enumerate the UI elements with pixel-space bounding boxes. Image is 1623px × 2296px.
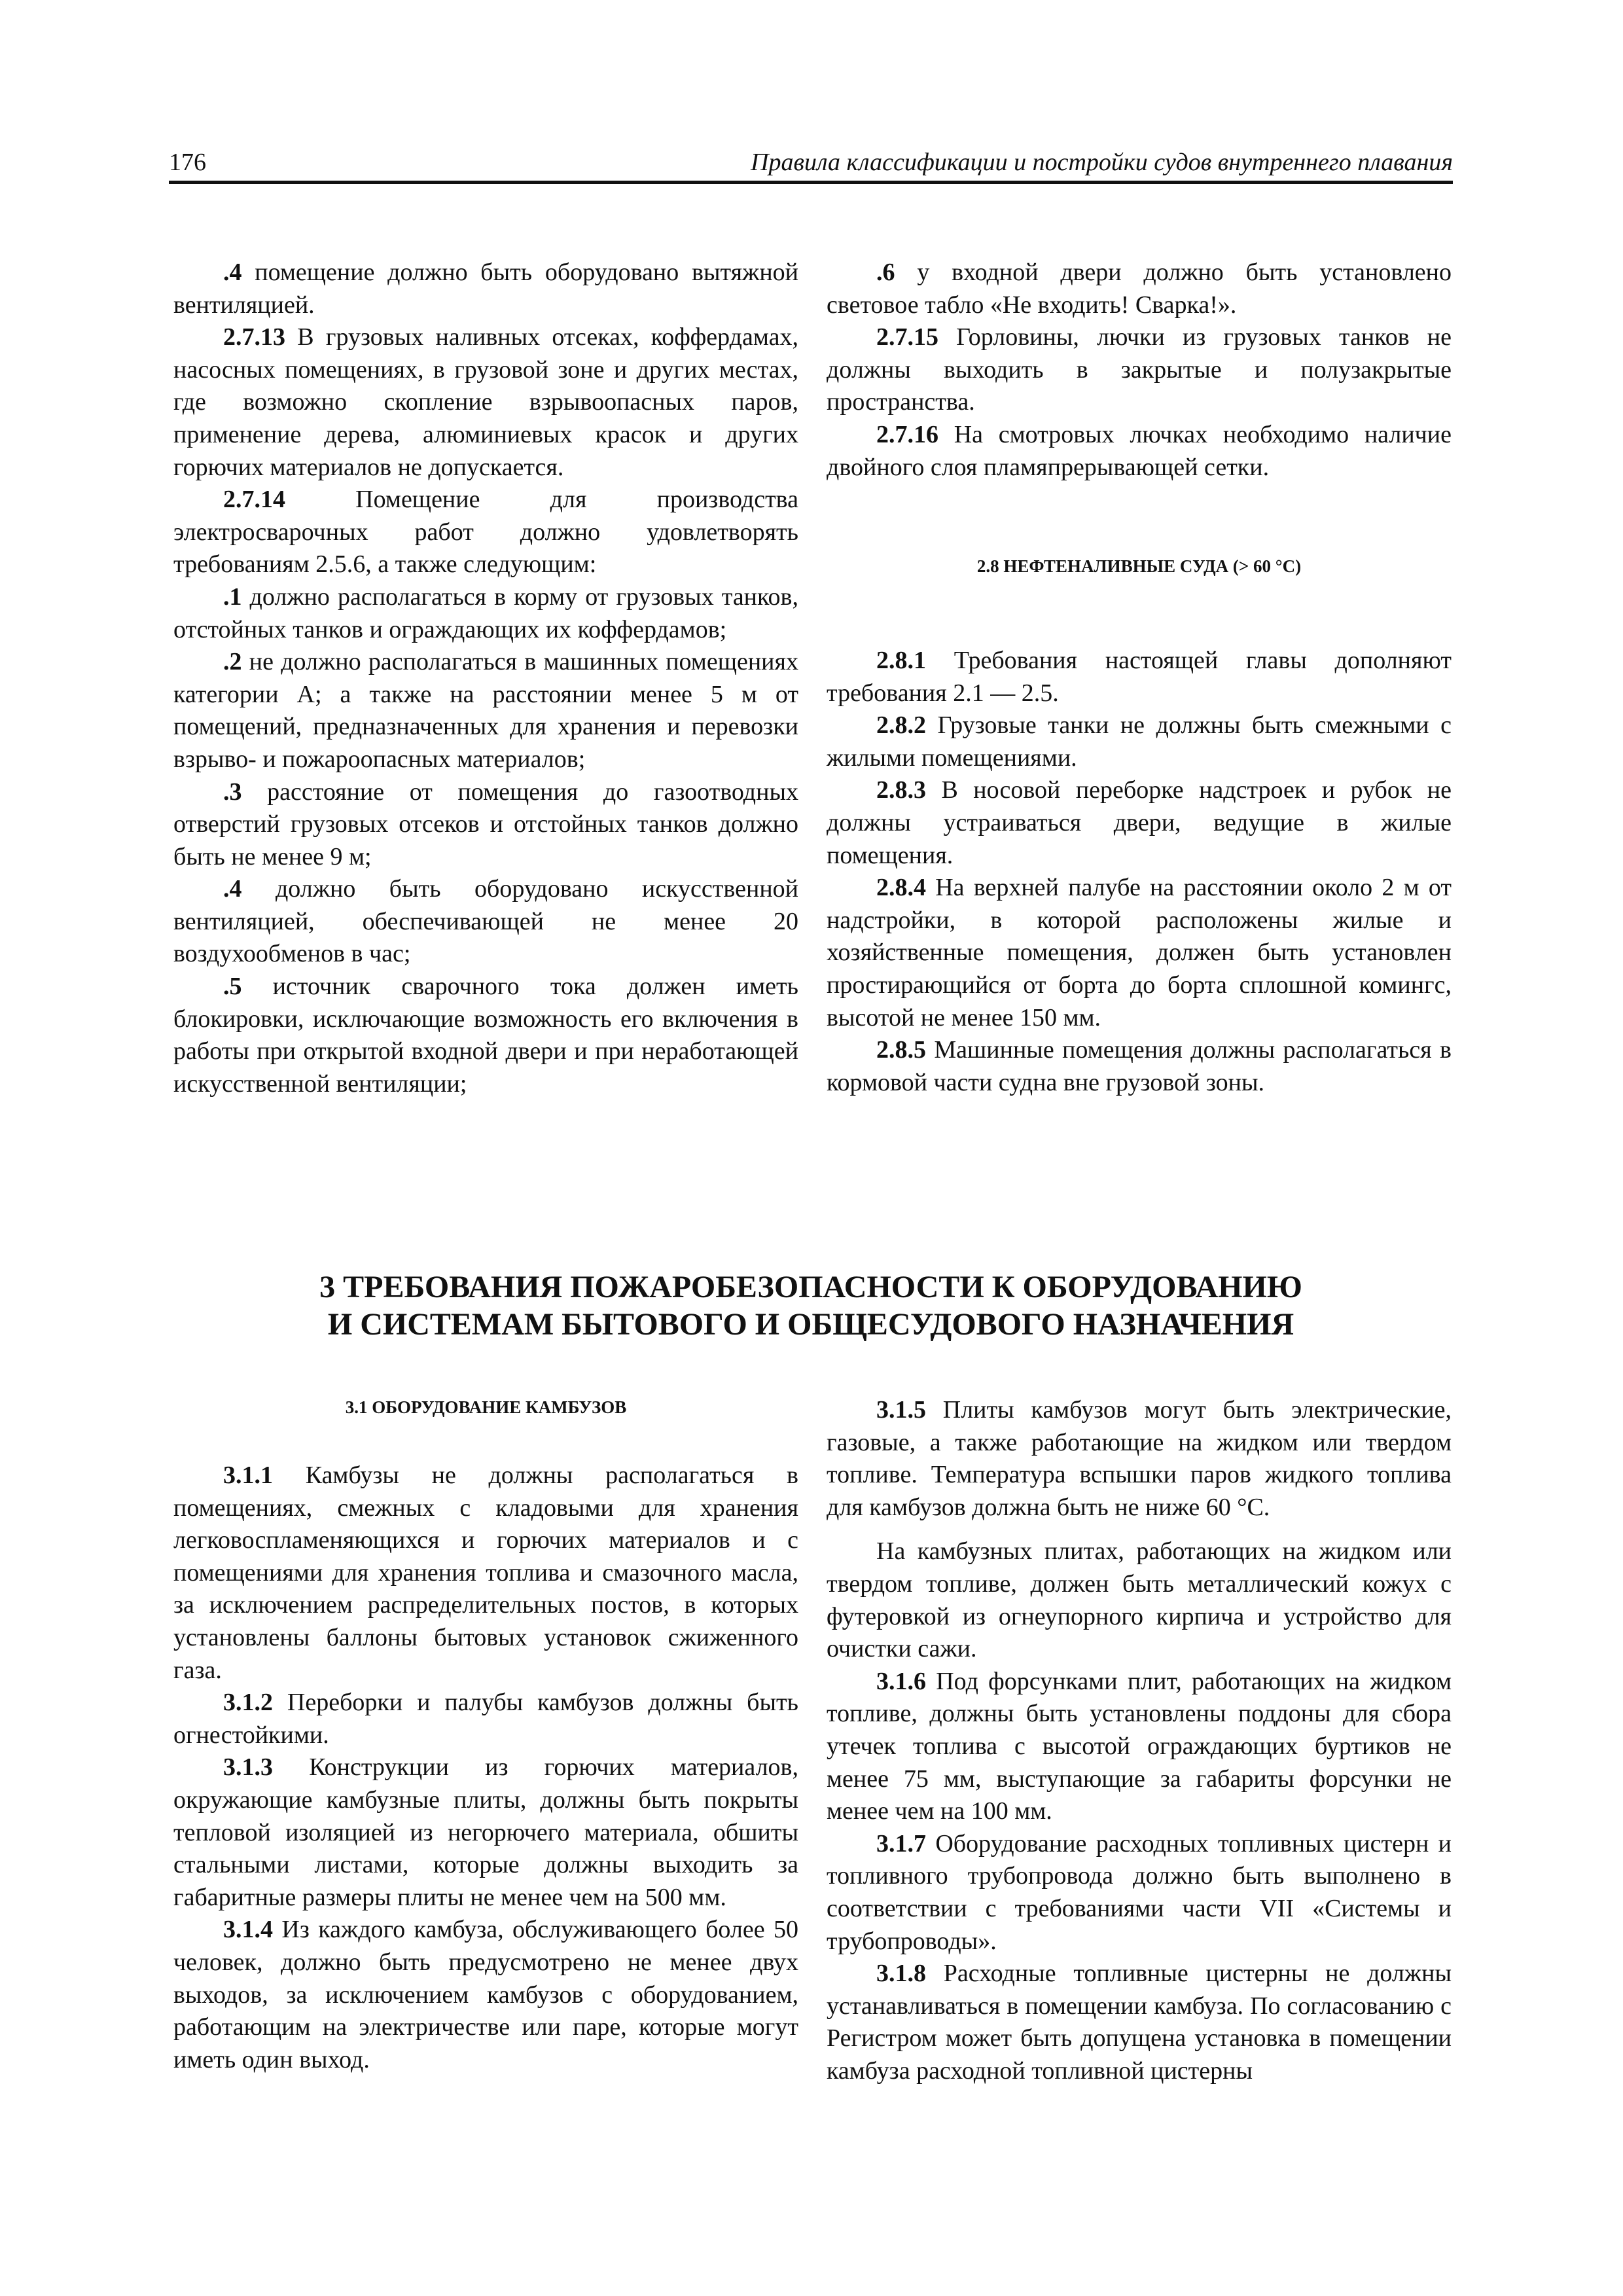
clause-text: Оборудование расходных топливных цистерн и топливного трубопровода должно быть выполнено в соответствии с требованиями части VII «Системы и трубопроводы». bbox=[827, 1829, 1452, 1955]
clause-text: В носовой переборке надстроек и рубок не должны устраиваться двери, ведущие в жилые помещения. bbox=[827, 776, 1452, 869]
clause-text: Из каждого камбуза, обслуживающего более 50 человек, должно быть предусмотрено не менее двух выходов, за исключением камбузов с оборудованием, работающим на электричестве или паре, которые могут иметь один выход. bbox=[173, 1916, 798, 2073]
clause-number: .3 bbox=[223, 778, 242, 806]
clause-number: .4 bbox=[223, 259, 242, 286]
paragraph bbox=[827, 709, 1452, 774]
paragraph bbox=[827, 419, 1452, 484]
clause-number: 2.8.3 bbox=[876, 776, 926, 804]
clause-text: Горловины, лючки из грузовых танков не должны выходить в закрытые и полузакрытые пространства. bbox=[827, 323, 1452, 416]
upper-left-column bbox=[173, 257, 798, 1100]
paragraph bbox=[173, 1687, 798, 1751]
clause-number: 3.1.4 bbox=[223, 1916, 273, 1944]
clause-number: 2.8.5 bbox=[876, 1036, 926, 1064]
paragraph bbox=[827, 1535, 1452, 1665]
paragraph bbox=[173, 873, 798, 971]
paragraph bbox=[827, 872, 1452, 1034]
paragraph bbox=[827, 1958, 1452, 2087]
clause-text: Требования настоящей главы дополняют требования 2.1 — 2.5. bbox=[827, 647, 1452, 707]
clause-text: Грузовые танки не должны быть смежными с жилыми помещениями. bbox=[827, 711, 1452, 772]
clause-number: 2.7.15 bbox=[876, 323, 938, 351]
paragraph bbox=[827, 1034, 1452, 1099]
paragraph bbox=[173, 971, 798, 1100]
upper-right-column bbox=[827, 257, 1452, 484]
clause-text: На смотровых лючках необходимо наличие двойного слоя пламяпрерывающей сетки. bbox=[827, 420, 1452, 481]
chapter-title-line-1: 3 ТРЕБОВАНИЯ ПОЖАРОБЕЗОПАСНОСТИ К ОБОРУДОВАНИЮ bbox=[319, 1270, 1302, 1304]
clause-text: Камбузы не должны располагаться в помещениях, смежных с кладовыми для хранения легковоспламеняющихся и горючих материалов и с помещениями для хранения топлива и смазочного масла, за исключением распределительных постов, в которых установлены баллоны бытовых установок сжиженного газа. bbox=[173, 1462, 798, 1684]
clause-text: Плиты камбузов могут быть электрические, газовые, а также работающие на жидком или твердом топливе. Температура вспышки паров жидкого топлива для камбузов должна быть не ниже 60 °С. bbox=[827, 1396, 1452, 1521]
clause-number: .5 bbox=[223, 973, 242, 1001]
clause-number: .4 bbox=[223, 875, 242, 903]
clause-text: у входной двери должно быть установлено световое табло «Не входить! Сварка!». bbox=[827, 259, 1452, 319]
paragraph bbox=[173, 257, 798, 321]
paragraph bbox=[827, 774, 1452, 872]
running-title: Правила классификации и постройки судов внутреннего плавания bbox=[751, 149, 1453, 176]
subsection-2-8-body bbox=[827, 645, 1452, 1099]
paragraph bbox=[173, 484, 798, 581]
paragraph bbox=[827, 321, 1452, 419]
clause-number: 3.1.3 bbox=[223, 1753, 273, 1782]
clause-text: Конструкции из горючих материалов, окружающие камбузные плиты, должны быть покрыты тепловой изоляцией из негорючего материала, обшиты стальными листами, которые должны выходить за габаритные размеры плиты не менее чем на 500 мм. bbox=[173, 1753, 798, 1911]
clause-text: источник сварочного тока должен иметь блокировки, исключающие возможность его включения в работы при открытой входной двери и при неработающей искусственной вентиляции; bbox=[173, 973, 798, 1098]
clause-number: .1 bbox=[223, 583, 242, 611]
clause-number: 2.8.4 bbox=[876, 874, 926, 902]
clause-number: 3.1.1 bbox=[223, 1462, 273, 1489]
clause-number: 3.1.5 bbox=[876, 1396, 926, 1424]
clause-text: должно располагаться в корму от грузовых танков, отстойных танков и ограждающих их коффердамов; bbox=[173, 583, 798, 643]
paragraph bbox=[173, 581, 798, 646]
clause-number: 3.1.7 bbox=[876, 1829, 926, 1857]
paragraph bbox=[827, 645, 1452, 709]
paragraph bbox=[827, 1666, 1452, 1828]
paragraph bbox=[173, 776, 798, 874]
clause-text: Помещение для производства электросварочных работ должно удовлетворять требованиям 2.5.6, а также следующим: bbox=[173, 486, 798, 579]
clause-number: 2.7.14 bbox=[223, 486, 285, 514]
clause-text: На верхней палубе на расстоянии около 2 м от надстройки, в которой расположены жилые и хозяйственные помещения, должен быть установлен простирающийся от борта до борта сплошной комингс, высотой не менее 150 мм. bbox=[827, 874, 1452, 1031]
paragraph bbox=[173, 1914, 798, 2076]
paragraph bbox=[827, 1828, 1452, 1958]
clause-text: расстояние от помещения до газоотводных отверстий грузовых отсеков и отстойных танков должно быть не менее 9 м; bbox=[173, 778, 798, 870]
lower-right-column bbox=[827, 1394, 1452, 2087]
subsection-title-3-1: 3.1 ОБОРУДОВАНИЕ КАМБУЗОВ bbox=[345, 1397, 627, 1417]
clause-text: Машинные помещения должны располагаться в кормовой части судна вне грузовой зоны. bbox=[827, 1036, 1452, 1096]
clause-number: 2.8.1 bbox=[876, 647, 926, 674]
chapter-title-line-2: И СИСТЕМАМ БЫТОВОГО И ОБЩЕСУДОВОГО НАЗНАЧЕНИЯ bbox=[327, 1307, 1294, 1342]
paragraph bbox=[173, 1460, 798, 1687]
clause-text: Расходные топливные цистерны не должны устанавливаться в помещении камбуза. По согласованию с Регистром может быть допущена установка в помещении камбуза расходной топливной цистерны bbox=[827, 1960, 1452, 2085]
clause-number: 3.1.2 bbox=[223, 1689, 273, 1717]
clause-number: .2 bbox=[223, 648, 242, 676]
clause-number: 2.7.16 bbox=[876, 420, 938, 448]
paragraph bbox=[827, 257, 1452, 321]
paragraph bbox=[173, 646, 798, 776]
clause-text: Под форсунками плит, работающих на жидком топливе, должны быть установлены поддоны для сбора утечек топлива с высотой ограждающих буртиков не менее 75 мм, выступающие за габариты форсунки не менее чем на 100 мм. bbox=[827, 1667, 1452, 1825]
clause-text: На камбузных плитах, работающих на жидком или твердом топливе, должен быть металлический кожух с футеровкой из огнеупорного кирпича и устройство для очистки сажи. bbox=[827, 1537, 1452, 1663]
clause-number: 2.8.2 bbox=[876, 711, 926, 740]
page-number: 176 bbox=[169, 149, 206, 176]
paragraph bbox=[827, 1394, 1452, 1524]
clause-number: .6 bbox=[876, 259, 895, 286]
paragraph bbox=[173, 1751, 798, 1914]
clause-number: 2.7.13 bbox=[223, 323, 285, 351]
page-header bbox=[169, 147, 1453, 184]
lower-left-column bbox=[173, 1460, 798, 2076]
paragraph bbox=[173, 321, 798, 484]
chapter-title bbox=[169, 1268, 1453, 1343]
clause-text: Переборки и палубы камбузов должны быть огнестойкими. bbox=[173, 1689, 798, 1749]
clause-number: 3.1.8 bbox=[876, 1960, 926, 1988]
clause-number: 3.1.6 bbox=[876, 1667, 926, 1695]
subsection-title-2-8: 2.8 НЕФТЕНАЛИВНЫЕ СУДА (> 60 °С) bbox=[976, 556, 1302, 576]
clause-text: не должно располагаться в машинных помещениях категории А; а также на расстоянии менее 5 м от помещений, предназначенных для хранения и перевозки взрыво- и пожароопасных материалов; bbox=[173, 648, 798, 773]
clause-text: помещение должно быть оборудовано вытяжной вентиляцией. bbox=[173, 259, 798, 319]
clause-text: В грузовых наливных отсеках, коффердамах, насосных помещениях, в грузовой зоне и других местах, где возможно скопление взрывоопасных паров, применение дерева, алюминиевых красок и других горючих материалов не допускается. bbox=[173, 323, 798, 481]
clause-text: должно быть оборудовано искусственной вентиляцией, обеспечивающей не менее 20 воздухообменов в час; bbox=[173, 875, 798, 968]
